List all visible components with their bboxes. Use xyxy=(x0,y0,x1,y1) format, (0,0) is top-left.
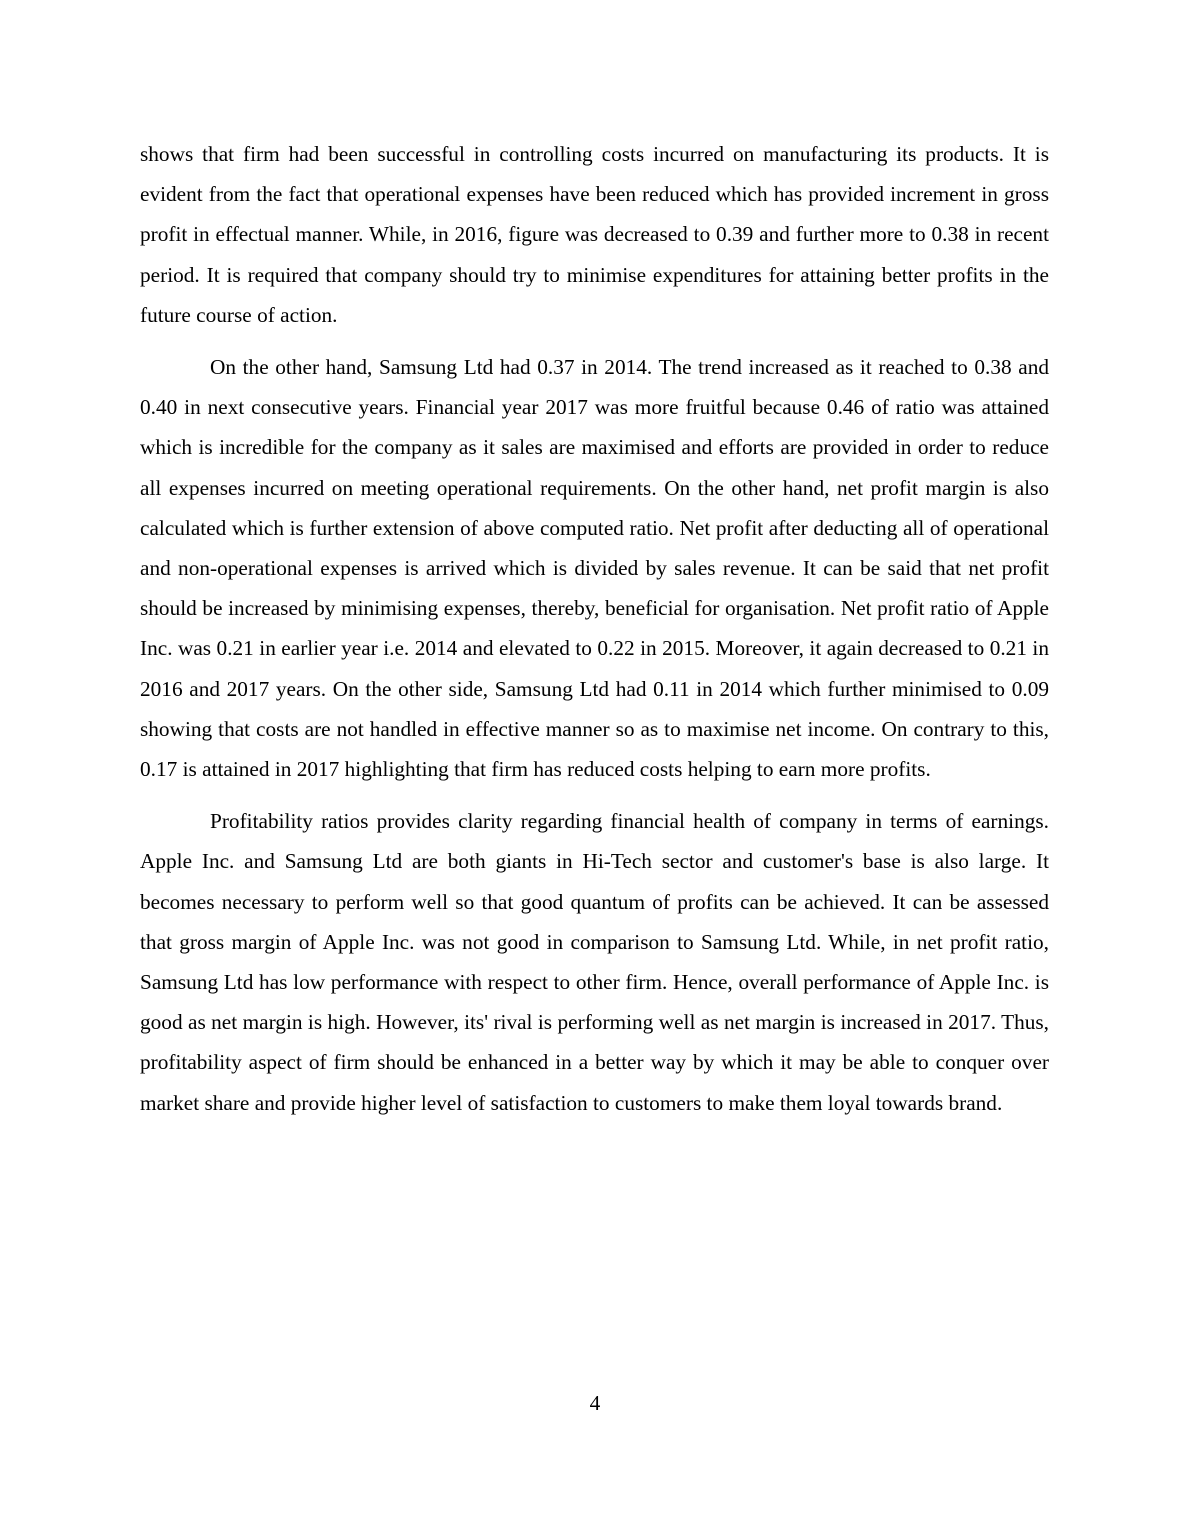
page-number: 4 xyxy=(589,1391,601,1415)
paragraph-samsung-ratios: On the other hand, Samsung Ltd had 0.37 in 2014. The trend increased as it reached to 0.38 and 0.40 in next consecutive years. Financial year 2017 was more fruitful because 0.46 of ratio was attained which is incredible for the company as it sales are maximised and efforts are provided in order to reduce all expenses incurred on meeting operational requirements. On the other hand, net profit margin is also calculated which is further extension of above computed ratio. Net profit after deducting all of operational and non-operational expenses is arrived which is divided by sales revenue. It can be said that net profit should be increased by minimising expenses, thereby, beneficial for organisation. Net profit ratio of Apple Inc. was 0.21 in earlier year i.e. 2014 and elevated to 0.22 in 2015. Moreover, it again decreased to 0.21 in 2016 and 2017 years. On the other side, Samsung Ltd had 0.11 in 2014 which further minimised to 0.09 showing that costs are not handled in effective manner so as to maximise net income. On contrary to this, 0.17 is attained in 2017 highlighting that firm has reduced costs helping to earn more profits. xyxy=(140,355,1049,782)
paragraph-continuation: shows that firm had been successful in controlling costs incurred on manufacturing its products. It is evident from the fact that operational expenses have been reduced which has provided increment in gross profit in effectual manner. While, in 2016, figure was decreased to 0.39 and further more to 0.38 in recent period. It is required that company should try to minimise expenditures for attaining better profits in the future course of action. xyxy=(140,142,1049,327)
paragraph-profitability-summary: Profitability ratios provides clarity regarding financial health of company in terms of earnings. Apple Inc. and Samsung Ltd are both giants in Hi-Tech sector and customer's base is also large. It becomes necessary to perform well so that good quantum of profits can be achieved. It can be assessed that gross margin of Apple Inc. was not good in comparison to Samsung Ltd. While, in net profit ratio, Samsung Ltd has low performance with respect to other firm. Hence, overall performance of Apple Inc. is good as net margin is high. However, its' rival is performing well as net margin is increased in 2017. Thus, profitability aspect of firm should be enhanced in a better way by which it may be able to conquer over market share and provide higher level of satisfaction to customers to make them loyal towards brand. xyxy=(140,809,1049,1115)
body-text xyxy=(140,134,1049,1135)
